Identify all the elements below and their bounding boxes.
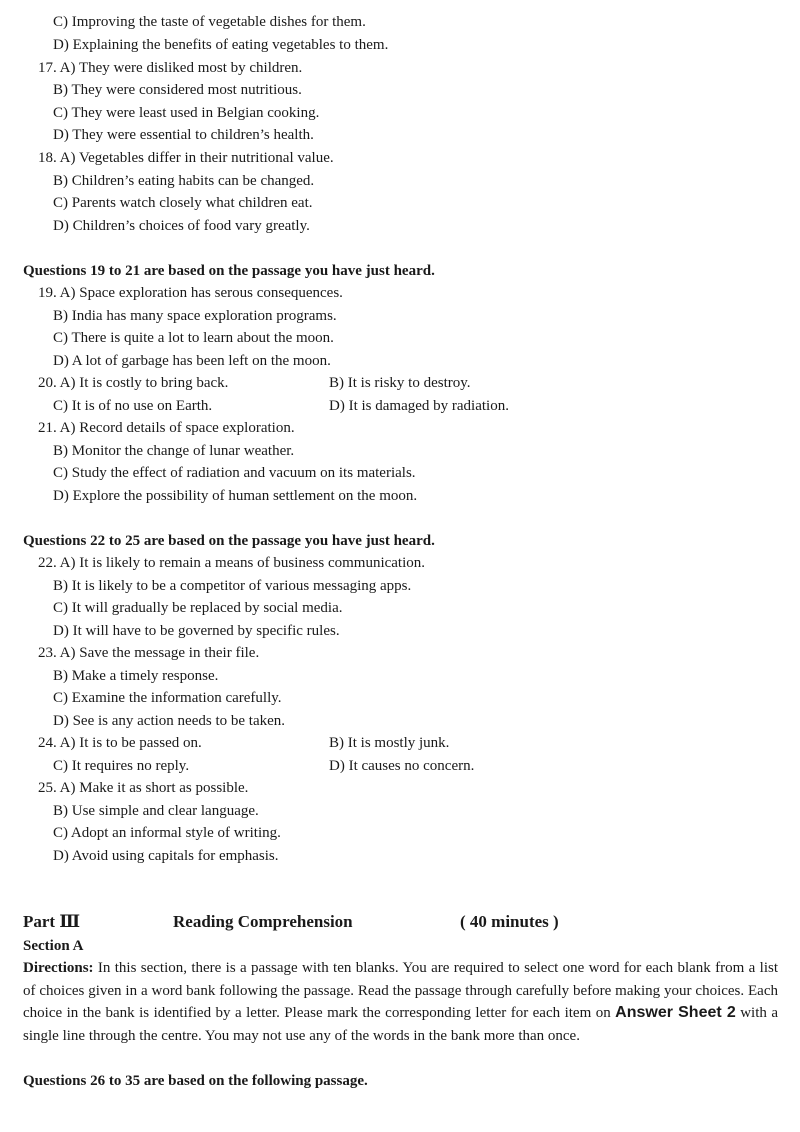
section-heading-19-21: Questions 19 to 21 are based on the passage you have just heard. [23, 263, 435, 279]
q23-option-c: C) Examine the information carefully. [53, 690, 282, 706]
q22-option-c: C) It will gradually be replaced by social media. [53, 600, 343, 616]
q16-option-c: C) Improving the taste of vegetable dishes for them. [53, 14, 366, 30]
q17-option-d: D) They were essential to children’s health. [53, 127, 314, 143]
directions-tail: with a single line through the centre. You may not use any of the words in the bank more than once. [23, 1005, 778, 1044]
q25-option-d: D) Avoid using capitals for emphasis. [53, 848, 279, 864]
q24-option-c: C) It requires no reply. [53, 758, 190, 774]
q23-option-d: D) See is any action needs to be taken. [53, 713, 286, 729]
part-time: ( 40 minutes ) [460, 912, 559, 931]
questions-intro-26-35: Questions 26 to 35 are based on the following passage. [23, 1073, 368, 1089]
q18-option-d: D) Children’s choices of food vary greatly. [53, 218, 310, 234]
q20-option-c: C) It is of no use on Earth. [53, 398, 213, 414]
q21-option-a: 21. A) Record details of space exploration. [38, 420, 295, 436]
q24-option-d: D) It causes no concern. [329, 758, 475, 774]
q23-option-a: 23. A) Save the message in their file. [38, 645, 260, 661]
q19-option-a: 19. A) Space exploration has serous consequences. [38, 285, 343, 301]
q21-option-c: C) Study the effect of radiation and vacuum on its materials. [53, 465, 416, 481]
q18-option-a: 18. A) Vegetables differ in their nutritional value. [38, 150, 334, 166]
answer-sheet-label: Answer Sheet 2 [615, 1004, 736, 1021]
q19-option-d: D) A lot of garbage has been left on the moon. [53, 353, 331, 369]
directions-paragraph [23, 957, 778, 1047]
q18-option-c: C) Parents watch closely what children eat. [53, 195, 313, 211]
q22-option-b: B) It is likely to be a competitor of various messaging apps. [53, 578, 412, 594]
q25-option-b: B) Use simple and clear language. [53, 803, 259, 819]
directions-label: Directions: [23, 960, 94, 976]
q20-option-a: 20. A) It is costly to bring back. [38, 375, 229, 391]
q20-option-d: D) It is damaged by radiation. [329, 398, 509, 414]
directions-text: In this section, there is a passage with ten blanks. You are required to select one word for each blank from a list of choices given in a word bank following the passage. Read the passage through carefully before making your choices. Each choice in the bank is identified by a letter. Please mark the corresponding letter for each item on [23, 960, 778, 1021]
q21-option-d: D) Explore the possibility of human settlement on the moon. [53, 488, 418, 504]
q21-option-b: B) Monitor the change of lunar weather. [53, 443, 295, 459]
part-title: Reading Comprehension [173, 912, 353, 931]
q24-option-a: 24. A) It is to be passed on. [38, 735, 202, 751]
q24-option-b: B) It is mostly junk. [329, 735, 450, 751]
section-label: Section A [23, 938, 84, 954]
q17-option-a: 17. A) They were disliked most by children. [38, 60, 303, 76]
section-heading-22-25: Questions 22 to 25 are based on the passage you have just heard. [23, 533, 435, 549]
q19-option-b: B) India has many space exploration programs. [53, 308, 337, 324]
q17-option-b: B) They were considered most nutritious. [53, 82, 302, 98]
q22-option-d: D) It will have to be governed by specific rules. [53, 623, 340, 639]
q25-option-a: 25. A) Make it as short as possible. [38, 780, 249, 796]
q25-option-c: C) Adopt an informal style of writing. [53, 825, 281, 841]
q18-option-b: B) Children’s eating habits can be changed. [53, 173, 315, 189]
q22-option-a: 22. A) It is likely to remain a means of business communication. [38, 555, 426, 571]
q23-option-b: B) Make a timely response. [53, 668, 219, 684]
q19-option-c: C) There is quite a lot to learn about the moon. [53, 330, 334, 346]
q17-option-c: C) They were least used in Belgian cooking. [53, 105, 320, 121]
q20-option-b: B) It is risky to destroy. [329, 375, 471, 391]
part-label: Part Ⅲ [23, 912, 81, 931]
q16-option-d: D) Explaining the benefits of eating vegetables to them. [53, 37, 389, 53]
